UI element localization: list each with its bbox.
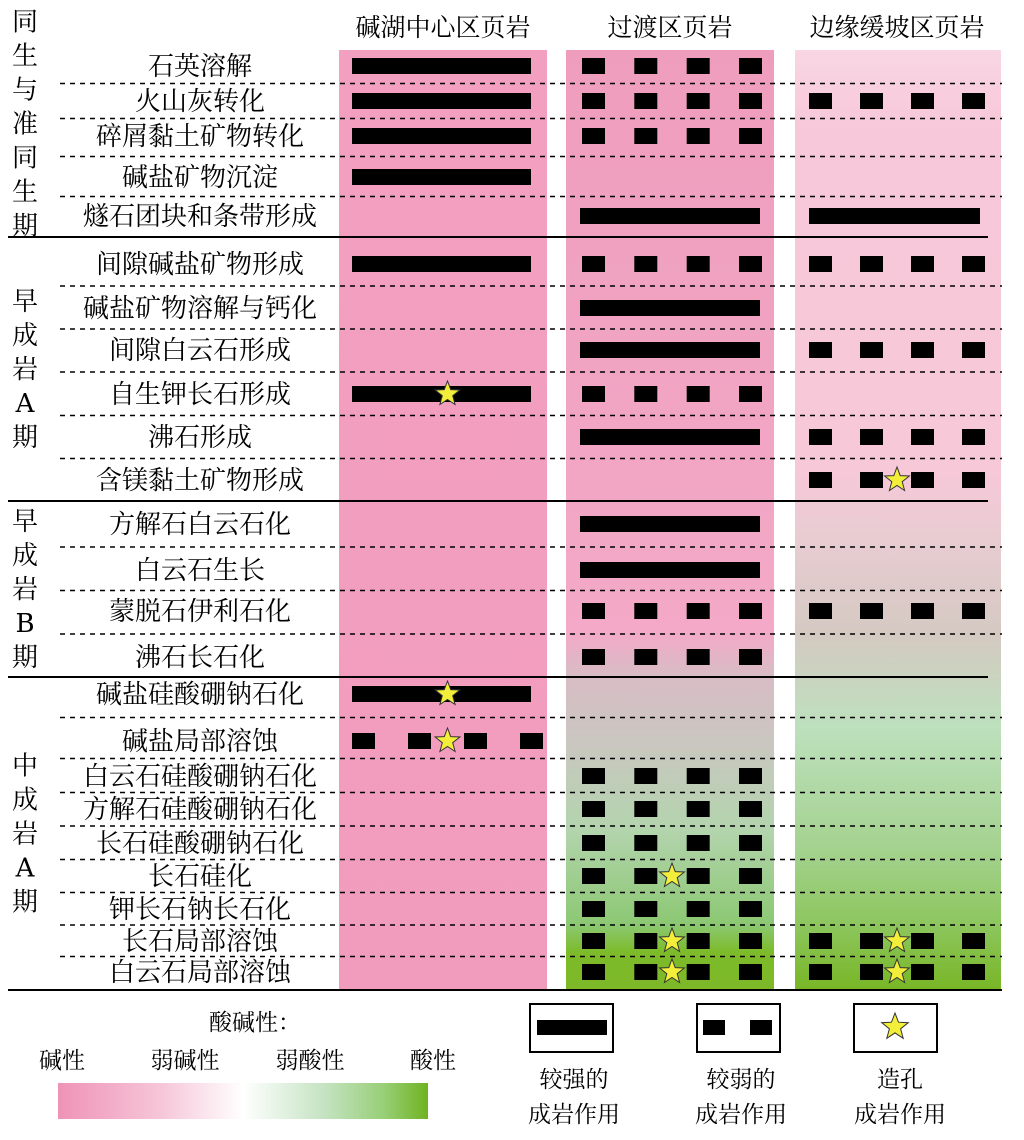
stage-label-char: 期 — [11, 211, 39, 242]
strong-diagenesis-bar — [580, 516, 760, 532]
process-label: 碱盐矿物溶解与钙化 — [82, 294, 318, 324]
weak-diagenesis-dash — [582, 768, 605, 784]
legend-strong-line2: 成岩作用 — [528, 1102, 620, 1128]
process-label: 碱盐硅酸硼钠石化 — [95, 680, 305, 710]
weak-diagenesis-dash — [739, 256, 762, 272]
process-label: 含镁黏土矿物形成 — [95, 466, 305, 496]
process-label: 碎屑黏土矿物转化 — [95, 122, 305, 152]
strong-diagenesis-bar — [580, 562, 760, 578]
weak-diagenesis-dash — [962, 964, 985, 980]
weak-diagenesis-dash — [809, 256, 832, 272]
process-label: 间隙白云石形成 — [108, 336, 292, 366]
stage-label-char: 期 — [11, 423, 39, 453]
weak-diagenesis-dash — [687, 649, 710, 665]
process-label: 自生钾长石形成 — [108, 380, 292, 410]
weak-diagenesis-dash — [582, 901, 605, 917]
weak-diagenesis-dash — [911, 342, 934, 358]
process-label: 沸石长石化 — [134, 643, 266, 673]
weak-diagenesis-dash — [634, 58, 657, 74]
process-label: 长石硅酸硼钠石化 — [95, 829, 305, 859]
legend-weak-line2: 成岩作用 — [695, 1102, 787, 1128]
weak-diagenesis-dash — [634, 603, 657, 619]
weak-diagenesis-dash — [582, 868, 605, 884]
weak-diagenesis-dash — [634, 128, 657, 144]
weak-diagenesis-dash — [911, 93, 934, 109]
process-label: 钾长石钠长石化 — [108, 895, 292, 925]
legend-weak-dash — [750, 1020, 772, 1035]
weak-diagenesis-dash — [634, 933, 657, 949]
stage-label-char: A — [15, 389, 35, 419]
weak-diagenesis-dash — [687, 901, 710, 917]
strong-diagenesis-bar — [352, 93, 531, 109]
weak-diagenesis-dash — [962, 933, 985, 949]
weak-diagenesis-dash — [582, 801, 605, 817]
process-label: 长石硅化 — [147, 862, 253, 892]
weak-diagenesis-dash — [739, 768, 762, 784]
zone-header-1: 碱湖中心区页岩 — [355, 13, 531, 42]
weak-diagenesis-dash — [739, 901, 762, 917]
weak-diagenesis-dash — [634, 386, 657, 402]
acidity-title: 酸碱性： — [209, 1010, 301, 1036]
strong-diagenesis-bar — [580, 429, 760, 445]
weak-diagenesis-dash — [860, 93, 883, 109]
stage-label-char: 与 — [11, 75, 39, 106]
weak-diagenesis-dash — [687, 128, 710, 144]
stage-label-char: 成 — [11, 785, 39, 816]
weak-diagenesis-dash — [687, 964, 710, 980]
weak-diagenesis-dash — [582, 386, 605, 402]
weak-diagenesis-dash — [739, 58, 762, 74]
weak-diagenesis-dash — [352, 733, 375, 749]
weak-diagenesis-dash — [739, 649, 762, 665]
weak-diagenesis-dash — [911, 964, 934, 980]
strong-diagenesis-bar — [809, 208, 980, 224]
weak-diagenesis-dash — [582, 933, 605, 949]
weak-diagenesis-dash — [911, 256, 934, 272]
weak-diagenesis-dash — [860, 603, 883, 619]
stage-label-char: 岩 — [11, 819, 39, 850]
legend — [39, 1004, 946, 1128]
weak-diagenesis-dash — [687, 768, 710, 784]
scale-label-acid: 酸性 — [410, 1048, 456, 1074]
legend-strong-line1: 较强的 — [539, 1067, 609, 1093]
strong-diagenesis-bar — [352, 256, 531, 272]
zone-header-3: 边缘缓坡区页岩 — [809, 13, 985, 42]
weak-diagenesis-dash — [809, 472, 832, 488]
stage-label-char: 生 — [11, 177, 39, 208]
weak-diagenesis-dash — [809, 603, 832, 619]
weak-diagenesis-dash — [408, 733, 431, 749]
zone-band-3 — [795, 50, 1001, 990]
stage-label-char: B — [15, 609, 35, 639]
process-label: 长石局部溶蚀 — [121, 927, 279, 957]
process-label: 方解石硅酸硼钠石化 — [82, 795, 318, 825]
weak-diagenesis-dash — [962, 256, 985, 272]
acidity-color-scale — [58, 1083, 428, 1119]
weak-diagenesis-dash — [687, 801, 710, 817]
weak-diagenesis-dash — [911, 603, 934, 619]
weak-diagenesis-dash — [687, 93, 710, 109]
weak-diagenesis-dash — [582, 128, 605, 144]
stage-label-char: 准 — [11, 109, 39, 140]
legend-weak-line1: 较弱的 — [706, 1067, 776, 1093]
weak-diagenesis-dash — [860, 472, 883, 488]
weak-diagenesis-dash — [634, 868, 657, 884]
process-label: 白云石生长 — [134, 556, 266, 586]
legend-pore-line2: 成岩作用 — [854, 1102, 946, 1128]
stage-label-char: 期 — [11, 643, 39, 673]
weak-diagenesis-dash — [687, 386, 710, 402]
weak-diagenesis-dash — [634, 801, 657, 817]
weak-diagenesis-dash — [520, 733, 543, 749]
weak-diagenesis-dash — [687, 835, 710, 851]
stage-label-char: 早 — [11, 507, 39, 537]
weak-diagenesis-dash — [634, 256, 657, 272]
stage-label-char: 成 — [11, 321, 39, 351]
strong-diagenesis-bar — [352, 169, 531, 185]
weak-diagenesis-dash — [860, 964, 883, 980]
process-label: 石英溶解 — [147, 52, 253, 82]
stage-label-char: 岩 — [11, 575, 39, 605]
process-label: 方解石白云石化 — [108, 510, 292, 540]
process-label: 碱盐矿物沉淀 — [121, 163, 279, 193]
scale-label-weak-alkaline: 弱碱性 — [150, 1048, 220, 1074]
stage-label-char: 同 — [11, 7, 39, 38]
weak-diagenesis-dash — [634, 649, 657, 665]
weak-diagenesis-dash — [582, 603, 605, 619]
stage-label-char: 岩 — [11, 355, 39, 385]
strong-diagenesis-bar — [352, 58, 531, 74]
stage-label-char: A — [15, 853, 35, 884]
process-label: 间隙碱盐矿物形成 — [95, 250, 305, 280]
zone-header-2: 过渡区页岩 — [607, 13, 733, 42]
weak-diagenesis-dash — [739, 128, 762, 144]
weak-diagenesis-dash — [582, 58, 605, 74]
weak-diagenesis-dash — [962, 93, 985, 109]
weak-diagenesis-dash — [687, 868, 710, 884]
weak-diagenesis-dash — [809, 342, 832, 358]
weak-diagenesis-dash — [582, 964, 605, 980]
strong-diagenesis-bar — [580, 300, 760, 316]
weak-diagenesis-dash — [739, 801, 762, 817]
weak-diagenesis-dash — [809, 964, 832, 980]
legend-pore-line1: 造孔 — [877, 1067, 923, 1093]
scale-label-weak-acid: 弱酸性 — [275, 1048, 345, 1074]
process-label: 碱盐局部溶蚀 — [121, 727, 279, 757]
weak-diagenesis-dash — [962, 342, 985, 358]
weak-diagenesis-dash — [809, 93, 832, 109]
weak-diagenesis-dash — [634, 901, 657, 917]
weak-diagenesis-dash — [860, 256, 883, 272]
weak-diagenesis-dash — [739, 933, 762, 949]
stage-label-char: 同 — [11, 143, 39, 174]
stage-label-char: 期 — [11, 887, 39, 918]
process-label: 沸石形成 — [147, 423, 253, 453]
process-label: 蒙脱石伊利石化 — [108, 597, 292, 627]
weak-diagenesis-dash — [634, 93, 657, 109]
weak-diagenesis-dash — [634, 835, 657, 851]
weak-diagenesis-dash — [634, 768, 657, 784]
weak-diagenesis-dash — [911, 933, 934, 949]
weak-diagenesis-dash — [739, 93, 762, 109]
process-label: 白云石局部溶蚀 — [108, 958, 292, 988]
weak-diagenesis-dash — [582, 835, 605, 851]
weak-diagenesis-dash — [739, 835, 762, 851]
weak-diagenesis-dash — [860, 342, 883, 358]
weak-diagenesis-dash — [464, 733, 487, 749]
strong-diagenesis-bar — [352, 128, 531, 144]
weak-diagenesis-dash — [687, 58, 710, 74]
weak-diagenesis-dash — [860, 933, 883, 949]
weak-diagenesis-dash — [739, 868, 762, 884]
weak-diagenesis-dash — [582, 256, 605, 272]
weak-diagenesis-dash — [809, 933, 832, 949]
process-label: 燧石团块和条带形成 — [82, 202, 318, 232]
weak-diagenesis-dash — [962, 429, 985, 445]
legend-strong-bar — [537, 1020, 607, 1035]
weak-diagenesis-dash — [911, 472, 934, 488]
strong-diagenesis-bar — [580, 342, 760, 358]
weak-diagenesis-dash — [962, 472, 985, 488]
weak-diagenesis-dash — [634, 964, 657, 980]
zone-band-1 — [339, 50, 547, 990]
process-label: 白云石硅酸硼钠石化 — [82, 762, 318, 792]
scale-label-alkaline: 碱性 — [39, 1048, 85, 1074]
weak-diagenesis-dash — [739, 603, 762, 619]
weak-diagenesis-dash — [582, 93, 605, 109]
weak-diagenesis-dash — [739, 964, 762, 980]
stage-label-char: 生 — [11, 41, 39, 72]
weak-diagenesis-dash — [739, 386, 762, 402]
weak-diagenesis-dash — [809, 429, 832, 445]
weak-diagenesis-dash — [962, 603, 985, 619]
weak-diagenesis-dash — [687, 603, 710, 619]
process-label: 火山灰转化 — [134, 87, 266, 117]
strong-diagenesis-bar — [580, 208, 760, 224]
stage-label-char: 成 — [11, 541, 39, 571]
stage-label-char: 早 — [11, 287, 39, 317]
legend-weak-dash — [703, 1020, 725, 1035]
weak-diagenesis-dash — [582, 649, 605, 665]
weak-diagenesis-dash — [687, 256, 710, 272]
weak-diagenesis-dash — [911, 429, 934, 445]
weak-diagenesis-dash — [860, 429, 883, 445]
stage-label-char: 中 — [11, 751, 39, 782]
weak-diagenesis-dash — [687, 933, 710, 949]
